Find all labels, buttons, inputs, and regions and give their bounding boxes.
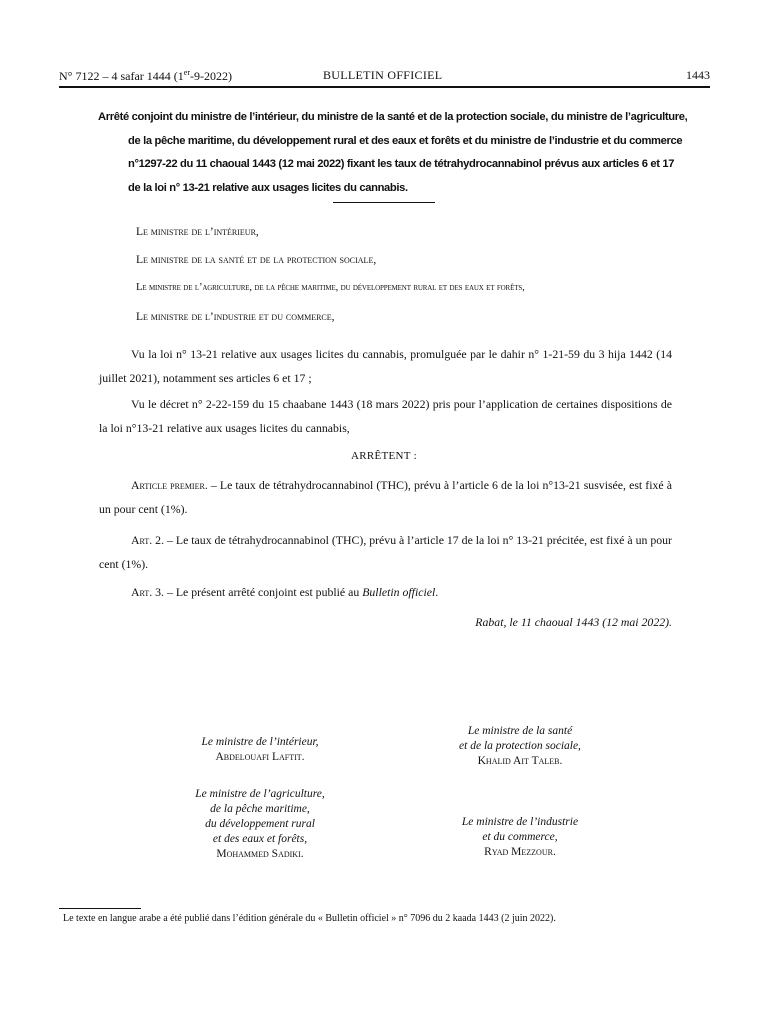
arretent-heading: ARRÊTENT :	[350, 450, 418, 462]
signature-interior	[160, 735, 360, 765]
signature-name: Mohammed Sadiki.	[216, 848, 304, 860]
article-end: .	[435, 585, 439, 599]
signature-industry	[420, 815, 620, 860]
header-divider	[59, 86, 710, 88]
visa-paragraph	[99, 392, 672, 440]
minister-interior: Le ministre de l’intérieur,	[136, 226, 259, 238]
visa-text: Vu le décret n° 2-22-159 du 15 chaabane 1443 (18 mars 2022) pris pour l’application de certaines dispositions de la loi n°13-21 relative aux usages licites du cannabis,	[99, 397, 672, 435]
publication-title: BULLETIN OFFICIEL	[323, 68, 443, 82]
issue-reference: N° 7122 – 4 safar 1444 (1er-9-2022)	[59, 68, 232, 83]
footnote-divider	[59, 908, 141, 909]
article-3	[99, 580, 672, 604]
article-text: – Le taux de tétrahydrocannabinol (THC), prévu à l’article 6 de la loi n°13-21 susvisée, est fixé à un pour cent (1%).	[99, 478, 672, 516]
minister-health: Le ministre de la santé et de la protection sociale,	[136, 254, 377, 266]
decree-title	[98, 106, 688, 200]
article-2	[99, 528, 672, 576]
signing-date: Rabat, le 11 chaoual 1443 (12 mai 2022).	[475, 615, 672, 629]
signature-role: Le ministre de l’intérieur,	[201, 736, 319, 748]
decree-title-line: Arrêté conjoint du ministre de l’intérieur, du ministre de la santé et de la protection sociale, du ministre de l’agriculture,	[98, 111, 688, 123]
article-label: Article premier.	[131, 478, 208, 492]
article-text: – Le taux de tétrahydrocannabinol (THC), prévu à l’article 17 de la loi n° 13-21 précitée, est fixé à un pour cent (1%).	[99, 533, 672, 571]
article-italic-text: Bulletin officiel	[362, 585, 436, 599]
signature-name: Ryad Mezzour.	[484, 846, 556, 858]
signature-name: Khalid Ait Taleb.	[477, 755, 563, 767]
signature-role: Le ministre de la santé et de la protection sociale,	[459, 725, 581, 752]
signature-name: Abdelouafi Laftit.	[215, 751, 305, 763]
decree-title-line: de la loi n° 13-21 relative aux usages licites du cannabis.	[128, 181, 408, 194]
article-label: Art. 2.	[131, 533, 165, 547]
visa-paragraph	[99, 342, 672, 390]
article-label: Art. 3.	[131, 585, 165, 599]
page-number: 1443	[686, 68, 710, 82]
minister-agriculture: Le ministre de l’agriculture, de la pêche maritime, du développement rural et des eaux et forêts,	[136, 282, 525, 293]
footnote: Le texte en langue arabe a été publié dans l’édition générale du « Bulletin officiel » n° 7096 du 2 kaada 1443 (2 juin 2022).	[63, 913, 556, 924]
signature-health	[420, 724, 620, 769]
visa-text: Vu la loi n° 13-21 relative aux usages licites du cannabis, promulguée par le dahir n° 1-21-59 du 3 hija 1442 (14 juillet 2021), notamment ses articles 6 et 17 ;	[99, 347, 672, 385]
article-text: – Le présent arrêté conjoint est publié au	[164, 585, 363, 599]
signature-role: Le ministre de l’agriculture, de la pêche maritime, du développement rural et des eaux et forêts,	[195, 788, 325, 845]
page-header	[59, 68, 710, 86]
signature-agriculture	[150, 787, 370, 862]
article-1	[99, 473, 672, 521]
title-divider	[333, 202, 435, 203]
signature-role: Le ministre de l’industrie et du commerce,	[461, 816, 579, 843]
minister-industry: Le ministre de l’industrie et du commerce,	[136, 311, 335, 323]
decree-title-line: n°1297-22 du 11 chaoual 1443 (12 mai 2022) fixant les taux de tétrahydrocannabinol prévus aux articles 6 et 17	[128, 158, 675, 170]
decree-title-line: de la pêche maritime, du développement rural et des eaux et forêts et du ministre de l’industrie et du commerce	[128, 134, 683, 147]
